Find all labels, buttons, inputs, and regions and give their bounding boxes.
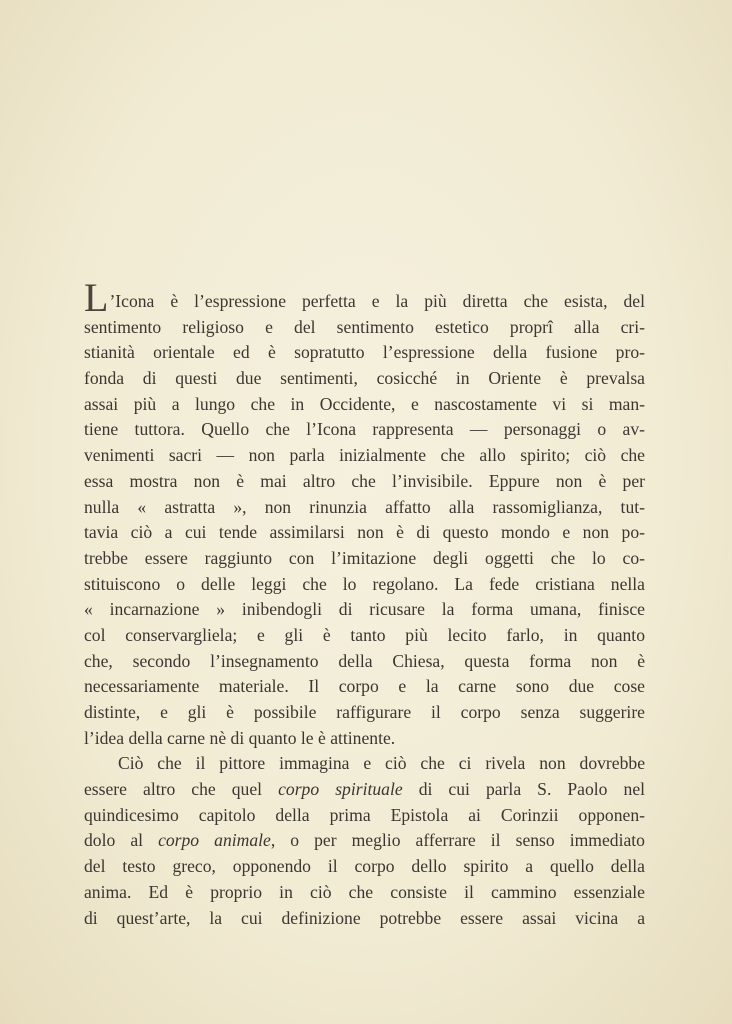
text-line — [84, 546, 645, 572]
text-line — [84, 726, 645, 752]
text-line — [84, 854, 645, 880]
text-segment: l’idea della carne nè di quanto le è attinente. — [84, 727, 396, 748]
text-line — [84, 417, 645, 443]
text-line — [84, 751, 645, 777]
text-line — [84, 828, 645, 854]
text-line — [84, 649, 645, 675]
text-line — [84, 803, 645, 829]
text-segment: nulla « astratta », non rinunzia affatto alla rassomiglianza, tut- — [84, 496, 645, 517]
italic-phrase: corpo spirituale — [278, 779, 403, 800]
text-segment: col conservargliela; e gli è tanto più lecito farlo, in quanto — [84, 624, 645, 645]
text-segment: venimenti sacri — non parla inizialmente che allo spirito; ciò che — [84, 445, 645, 466]
text-line — [84, 469, 645, 495]
text-line — [84, 880, 645, 906]
text-line — [84, 674, 645, 700]
text-segment: assai più a lungo che in Occidente, e nascostamente vi si man- — [84, 393, 645, 414]
text-segment: « incarnazione » inibendogli di ricusare la forma umana, finisce — [84, 599, 645, 620]
text-line — [84, 906, 645, 932]
text-line — [84, 623, 645, 649]
text-line — [84, 366, 645, 392]
italic-phrase: corpo animale — [158, 830, 271, 851]
text-segment: essere altro che quel — [84, 779, 279, 800]
text-segment: distinte, e gli è possibile raffigurare il corpo senza suggerire — [84, 702, 645, 722]
text-line — [84, 495, 645, 521]
text-line — [84, 777, 645, 803]
text-segment: ’Icona è l’espressione perfetta e la più diretta che esista, del — [109, 291, 645, 311]
text-segment: , o per meglio afferrare il senso immediato — [270, 830, 645, 851]
drop-cap: L — [84, 275, 109, 320]
text-segment: di quest’arte, la cui definizione potrebbe essere assai vicina a — [84, 907, 645, 928]
text-segment: di cui parla S. Paolo nel — [402, 779, 646, 800]
text-segment: tavia ciò a cui tende assimilarsi non è di questo mondo e non po- — [84, 522, 645, 543]
body-text — [84, 275, 646, 931]
text-segment: tiene tuttora. Quello che l’Icona rappresenta — personaggi o av- — [84, 419, 645, 440]
text-segment: stianità orientale ed è sopratutto l’espressione della fusione pro- — [84, 342, 645, 363]
text-segment: stituiscono o delle leggi che lo regolano. La fede cristiana nella — [84, 573, 645, 594]
text-line — [84, 597, 645, 623]
text-segment: necessariamente materiale. Il corpo e la carne sono due cose — [84, 676, 645, 697]
text-line — [84, 392, 645, 418]
text-line — [84, 520, 645, 546]
text-segment: Ciò che il pittore immagina e ciò che ci rivela non dovrebbe — [118, 753, 645, 774]
text-line — [84, 443, 645, 469]
text-line — [84, 315, 645, 341]
text-segment: fonda di questi due sentimenti, cosicché in Oriente è prevalsa — [84, 368, 645, 389]
text-line — [84, 700, 645, 726]
text-segment: che, secondo l’insegnamento della Chiesa, questa forma non è — [84, 650, 645, 671]
text-segment: anima. Ed è proprio in ciò che consiste il cammino essenziale — [84, 881, 645, 902]
text-segment: essa mostra non è mai altro che l’invisibile. Eppure non è per — [84, 470, 645, 491]
text-segment: dolo al — [84, 830, 159, 851]
text-segment: trebbe essere raggiunto con l’imitazione degli oggetti che lo co- — [84, 547, 645, 568]
text-segment: del testo greco, opponendo il corpo dello spirito a quello della — [84, 856, 645, 877]
text-segment: sentimento religioso e del sentimento estetico proprî alla cri- — [84, 316, 645, 337]
text-line — [84, 275, 645, 320]
text-line — [84, 572, 645, 598]
text-line — [84, 340, 645, 366]
text-segment: quindicesimo capitolo della prima Epistola ai Corinzii opponen- — [84, 804, 645, 825]
first-line-text — [109, 289, 645, 315]
